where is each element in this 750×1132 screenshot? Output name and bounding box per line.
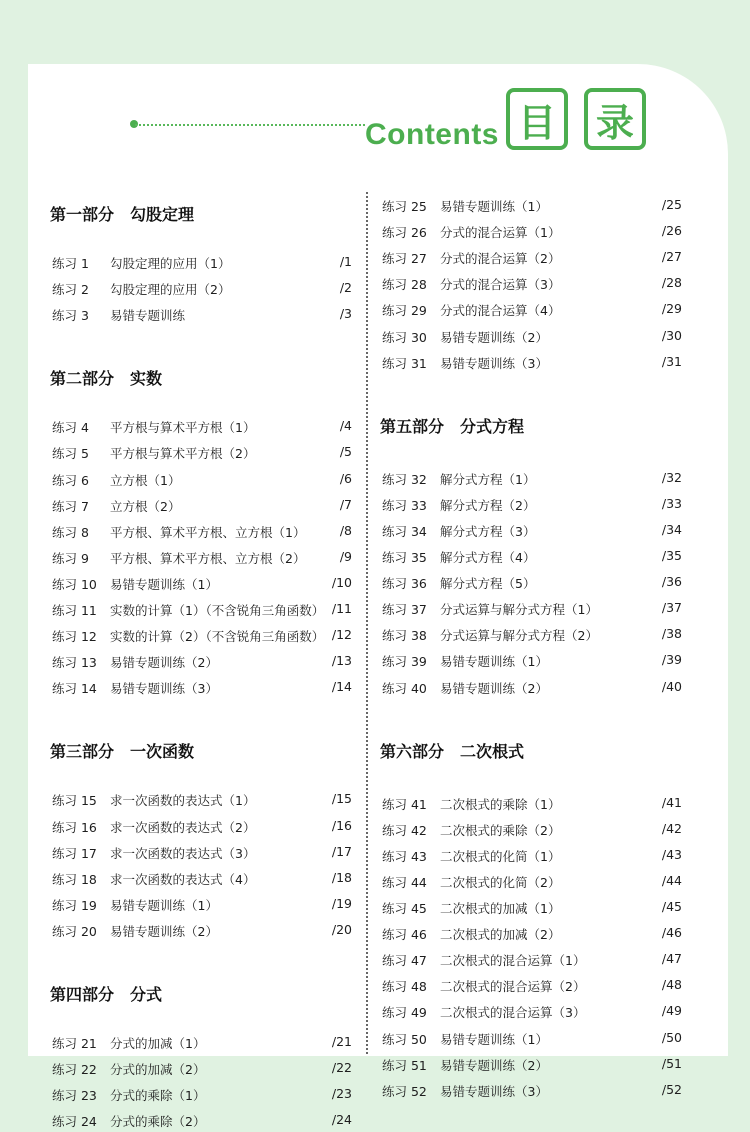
entry-label: 练习 24 — [52, 1114, 97, 1130]
entry-label: 练习 11 — [52, 603, 97, 618]
toc-entry[interactable] — [52, 1060, 352, 1080]
toc-entry[interactable] — [52, 497, 352, 517]
toc-entry[interactable] — [52, 896, 352, 916]
entry-title: 易错专题训练（1） — [110, 897, 218, 913]
entry-label: 练习 3 — [52, 308, 89, 324]
section-number: 第五部分 — [380, 416, 445, 436]
section-heading — [50, 739, 194, 762]
entry-title: 分式的混合运算（4） — [440, 303, 561, 319]
toc-entry[interactable] — [382, 847, 682, 867]
toc-entry[interactable] — [52, 601, 352, 621]
toc-entry[interactable] — [382, 821, 682, 841]
section-heading — [380, 739, 524, 762]
entry-page: /29 — [661, 301, 682, 317]
entry-title: 平方根与算术平方根（1） — [110, 420, 256, 436]
entry-title: 分式的乘除（2） — [110, 1114, 206, 1130]
column-divider — [366, 192, 368, 1054]
entry-page: /37 — [661, 600, 682, 616]
entry-title: 立方根（2） — [110, 498, 181, 514]
entry-label: 练习 33 — [382, 497, 427, 513]
toc-entry[interactable] — [382, 626, 682, 646]
entry-label: 练习 41 — [382, 796, 427, 812]
entry-page: /51 — [661, 1055, 682, 1071]
entry-title: 勾股定理的应用（2） — [110, 282, 231, 298]
entry-title: 二次根式的混合运算（2） — [440, 979, 586, 995]
entry-label: 练习 6 — [52, 472, 89, 488]
toc-entry[interactable] — [382, 197, 682, 217]
entry-label: 练习 13 — [52, 655, 97, 671]
entry-page: /33 — [661, 495, 682, 511]
entry-page: /44 — [661, 872, 682, 888]
entry-label: 练习 17 — [52, 845, 97, 861]
entry-label: 练习 29 — [382, 303, 427, 319]
entry-page: /50 — [661, 1029, 682, 1045]
entry-label: 练习 27 — [382, 251, 427, 267]
entry-page: /48 — [661, 977, 682, 993]
entry-page: /4 — [339, 418, 352, 434]
entry-page: /27 — [661, 249, 682, 265]
entry-page: /8 — [339, 522, 352, 538]
entry-label: 练习 46 — [382, 927, 427, 943]
entry-page: /41 — [661, 794, 682, 810]
entry-title: 实数的计算（1）（不含锐角三角函数） — [110, 603, 325, 618]
entry-label: 练习 43 — [382, 848, 427, 864]
entry-page: /28 — [661, 275, 682, 291]
entry-title: 分式的加减（1） — [110, 1036, 206, 1051]
section-name: 二次根式 — [460, 741, 525, 761]
entry-title: 解分式方程（4） — [440, 550, 536, 565]
entry-title: 实数的计算（2）（不含锐角三角函数） — [110, 629, 325, 645]
entry-label: 练习 23 — [52, 1088, 97, 1104]
toc-entry[interactable] — [52, 870, 352, 890]
entry-label: 练习 28 — [382, 277, 427, 293]
entry-title: 二次根式的加减（2） — [440, 927, 561, 943]
entry-page: /12 — [331, 627, 352, 643]
entry-title: 解分式方程（3） — [440, 523, 536, 539]
entry-title: 分式的混合运算（1） — [440, 225, 561, 241]
entry-title: 二次根式的乘除（1） — [440, 796, 561, 812]
entry-page: /15 — [331, 791, 352, 807]
entry-title: 二次根式的化简（1） — [440, 848, 561, 864]
entry-label: 练习 31 — [382, 355, 427, 371]
entry-title: 易错专题训练（1） — [440, 1031, 548, 1047]
entry-label: 练习 21 — [52, 1036, 97, 1051]
entry-label: 练习 18 — [52, 871, 97, 887]
entry-label: 练习 34 — [382, 523, 427, 539]
title-char-box-1: 目 — [506, 88, 568, 150]
entry-page: /52 — [661, 1081, 682, 1097]
entry-page: /3 — [339, 306, 352, 322]
entry-page: /26 — [661, 223, 682, 239]
entry-page: /45 — [661, 899, 682, 914]
toc-entry[interactable] — [382, 354, 682, 374]
toc-entry[interactable] — [52, 1086, 352, 1106]
toc-page — [28, 64, 728, 1130]
entry-label: 练习 15 — [52, 793, 97, 809]
entry-title: 解分式方程（5） — [440, 576, 536, 592]
entry-title: 分式的混合运算（3） — [440, 277, 561, 293]
toc-entry[interactable] — [52, 254, 352, 274]
toc-entry[interactable] — [382, 652, 682, 672]
toc-entry[interactable] — [382, 548, 682, 568]
section-name: 一次函数 — [130, 742, 195, 762]
toc-entry[interactable] — [382, 496, 682, 516]
entry-label: 练习 20 — [52, 923, 97, 939]
entry-title: 二次根式的混合运算（1） — [440, 953, 586, 969]
entry-label: 练习 36 — [382, 576, 427, 592]
toc-entry[interactable] — [52, 627, 352, 647]
section-number: 第三部分 — [50, 742, 115, 762]
toc-entry[interactable] — [382, 977, 682, 997]
toc-entry[interactable] — [382, 328, 682, 348]
toc-entry[interactable] — [382, 1056, 682, 1076]
section-number: 第一部分 — [50, 205, 115, 224]
entry-page: /22 — [331, 1060, 352, 1076]
entry-page: /34 — [661, 521, 682, 537]
entry-title: 易错专题训练（1） — [110, 576, 218, 592]
entry-page: /21 — [331, 1034, 352, 1049]
entry-page: /14 — [331, 679, 352, 695]
toc-entry[interactable] — [52, 575, 352, 595]
title-char-box-2: 录 — [584, 88, 646, 150]
entry-label: 练习 14 — [52, 681, 97, 697]
toc-entry[interactable] — [382, 301, 682, 321]
entry-title: 易错专题训练（3） — [440, 355, 548, 371]
entry-label: 练习 42 — [382, 822, 427, 838]
entry-page: /11 — [331, 601, 352, 616]
entry-page: /39 — [661, 652, 682, 668]
entry-title: 二次根式的混合运算（3） — [440, 1005, 586, 1021]
entry-title: 易错专题训练（2） — [440, 680, 548, 696]
entry-label: 练习 25 — [382, 199, 427, 214]
entry-label: 练习 30 — [382, 329, 427, 345]
entry-page: /18 — [331, 869, 352, 885]
section-name: 分式 — [130, 985, 163, 1004]
entry-page: /17 — [331, 843, 352, 859]
section-name: 分式方程 — [460, 416, 525, 436]
entry-label: 练习 40 — [382, 680, 427, 696]
section-number: 第六部分 — [380, 741, 445, 761]
toc-entry[interactable] — [52, 1034, 352, 1054]
section-heading — [380, 414, 524, 437]
entry-label: 练习 37 — [382, 602, 427, 618]
toc-entry[interactable] — [382, 275, 682, 295]
entry-label: 练习 32 — [382, 471, 427, 487]
entry-page: /7 — [339, 496, 352, 512]
entry-title: 解分式方程（2） — [440, 497, 536, 513]
toc-entry[interactable] — [382, 951, 682, 971]
toc-entry[interactable] — [52, 1112, 352, 1132]
entry-page: /10 — [331, 574, 352, 590]
toc-entry[interactable] — [52, 844, 352, 864]
entry-title: 易错专题训练 — [110, 308, 186, 324]
entry-title: 平方根、算术平方根、立方根（1） — [110, 524, 306, 540]
entry-label: 练习 7 — [52, 498, 89, 514]
section-number: 第二部分 — [50, 369, 115, 389]
entry-label: 练习 35 — [382, 550, 427, 565]
entry-title: 易错专题训练（1） — [440, 654, 548, 670]
entry-page: /9 — [339, 548, 352, 564]
toc-entry[interactable] — [52, 791, 352, 811]
entry-page: /42 — [661, 820, 682, 836]
toc-entry[interactable] — [52, 418, 352, 438]
toc-entry[interactable] — [382, 470, 682, 490]
toc-entry[interactable] — [382, 1082, 682, 1102]
entry-page: /47 — [661, 951, 682, 967]
entry-title: 易错专题训练（2） — [440, 1057, 548, 1073]
entry-label: 练习 44 — [382, 874, 427, 890]
section-name: 勾股定理 — [130, 205, 195, 224]
entry-page: /31 — [661, 353, 682, 369]
entry-page: /1 — [339, 254, 352, 269]
entry-page: /32 — [661, 469, 682, 485]
entry-page: /6 — [339, 470, 352, 486]
toc-entry[interactable] — [382, 679, 682, 699]
toc-entry[interactable] — [382, 899, 682, 919]
toc-entry[interactable] — [52, 549, 352, 569]
entry-title: 易错专题训练（1） — [440, 199, 548, 214]
entry-label: 练习 4 — [52, 420, 89, 436]
entry-label: 练习 48 — [382, 979, 427, 995]
entry-label: 练习 10 — [52, 576, 97, 592]
section-heading — [50, 366, 162, 389]
entry-label: 练习 50 — [382, 1031, 427, 1047]
entry-title: 易错专题训练（2） — [440, 329, 548, 345]
entry-title: 易错专题训练（3） — [440, 1083, 548, 1099]
toc-entry[interactable] — [52, 818, 352, 838]
entry-page: /40 — [661, 678, 682, 694]
entry-title: 分式运算与解分式方程（2） — [440, 628, 598, 644]
entry-title: 易错专题训练（3） — [110, 681, 218, 697]
header-dotted-line — [135, 124, 365, 126]
entry-label: 练习 5 — [52, 446, 89, 462]
entry-page: /35 — [661, 548, 682, 563]
section-number: 第四部分 — [50, 985, 115, 1004]
toc-entry[interactable] — [382, 600, 682, 620]
entry-title: 分式运算与解分式方程（1） — [440, 602, 598, 618]
section-name: 实数 — [130, 369, 163, 389]
entry-label: 练习 1 — [52, 256, 89, 271]
toc-entry[interactable] — [382, 574, 682, 594]
entry-label: 练习 19 — [52, 897, 97, 913]
toc-entry[interactable] — [52, 444, 352, 464]
entry-label: 练习 38 — [382, 628, 427, 644]
entry-label: 练习 45 — [382, 901, 427, 916]
entry-label: 练习 12 — [52, 629, 97, 645]
entry-title: 解分式方程（1） — [440, 471, 536, 487]
entry-label: 练习 51 — [382, 1057, 427, 1073]
entry-page: /19 — [331, 895, 352, 911]
toc-entry[interactable] — [382, 249, 682, 269]
entry-page: /16 — [331, 817, 352, 833]
entry-label: 练习 22 — [52, 1062, 97, 1078]
toc-entry[interactable] — [52, 653, 352, 673]
section-heading — [50, 982, 162, 1005]
entry-page: /2 — [339, 280, 352, 296]
entry-label: 练习 47 — [382, 953, 427, 969]
entry-title: 二次根式的化简（2） — [440, 874, 561, 890]
toc-entry[interactable] — [52, 306, 352, 326]
entry-label: 练习 8 — [52, 524, 89, 540]
entry-page: /24 — [331, 1112, 352, 1128]
entry-title: 二次根式的乘除（2） — [440, 822, 561, 838]
toc-entry[interactable] — [52, 523, 352, 543]
entry-title: 易错专题训练（2） — [110, 923, 218, 939]
entry-label: 练习 39 — [382, 654, 427, 670]
entry-title: 勾股定理的应用（1） — [110, 256, 231, 271]
entry-page: /23 — [331, 1086, 352, 1102]
entry-label: 练习 49 — [382, 1005, 427, 1021]
toc-entry[interactable] — [382, 1003, 682, 1023]
toc-entry[interactable] — [382, 795, 682, 815]
contents-heading: Contents — [365, 118, 499, 151]
entry-title: 求一次函数的表达式（2） — [110, 819, 256, 835]
entry-page: /43 — [661, 846, 682, 862]
toc-entry[interactable] — [52, 679, 352, 699]
entry-page: /49 — [661, 1003, 682, 1019]
toc-entry[interactable] — [382, 223, 682, 243]
entry-page: /46 — [661, 925, 682, 941]
entry-label: 练习 52 — [382, 1083, 427, 1099]
entry-page: /13 — [331, 653, 352, 669]
entry-title: 易错专题训练（2） — [110, 655, 218, 671]
entry-label: 练习 2 — [52, 282, 89, 298]
entry-title: 求一次函数的表达式（1） — [110, 793, 256, 809]
section-heading — [50, 202, 194, 225]
entry-title: 平方根、算术平方根、立方根（2） — [110, 550, 306, 566]
entry-label: 练习 16 — [52, 819, 97, 835]
entry-title: 分式的混合运算（2） — [440, 251, 561, 267]
entry-label: 练习 26 — [382, 225, 427, 241]
entry-page: /36 — [661, 574, 682, 590]
entry-title: 求一次函数的表达式（4） — [110, 871, 256, 887]
entry-page: /20 — [331, 921, 352, 937]
entry-page: /30 — [661, 327, 682, 343]
entry-title: 分式的加减（2） — [110, 1062, 206, 1078]
entry-title: 二次根式的加减（1） — [440, 901, 561, 916]
entry-page: /25 — [661, 197, 682, 212]
toc-entry[interactable] — [52, 922, 352, 942]
toc-entry[interactable] — [382, 1030, 682, 1050]
entry-title: 平方根与算术平方根（2） — [110, 446, 256, 462]
entry-page: /38 — [661, 626, 682, 642]
toc-entry[interactable] — [382, 925, 682, 945]
toc-entry[interactable] — [382, 873, 682, 893]
entry-title: 分式的乘除（1） — [110, 1088, 206, 1104]
entry-title: 立方根（1） — [110, 472, 181, 488]
entry-page: /5 — [339, 444, 352, 460]
entry-label: 练习 9 — [52, 550, 89, 566]
toc-entry[interactable] — [52, 471, 352, 491]
toc-entry[interactable] — [382, 522, 682, 542]
toc-entry[interactable] — [52, 280, 352, 300]
entry-title: 求一次函数的表达式（3） — [110, 845, 256, 861]
